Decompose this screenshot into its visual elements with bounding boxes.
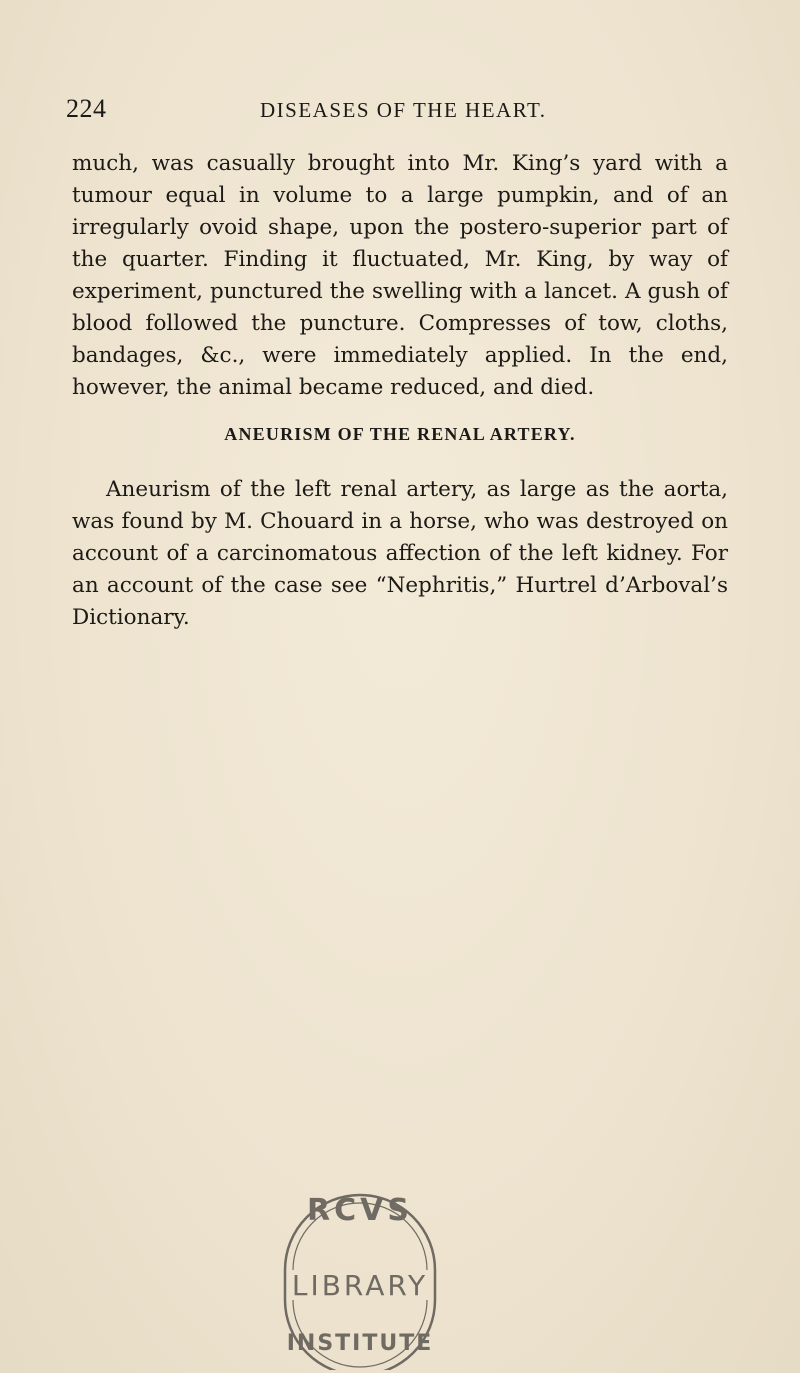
stamp-middle-text: LIBRARY bbox=[291, 1269, 429, 1302]
page-header bbox=[66, 94, 766, 134]
library-stamp-icon bbox=[245, 1150, 475, 1370]
stamp-bottom-text: INSTITUTE bbox=[286, 1331, 434, 1356]
section-heading: ANEURISM OF THE RENAL ARTERY. bbox=[224, 424, 576, 444]
page-number: 224 bbox=[66, 94, 107, 123]
paragraph-continued: much, was casually brought into Mr. King’s yard with a tumour equal in volume to a large pumpkin, and of an irregularly ovoid shape, upon the postero-superior part of the quarter. Finding it fluctuated, Mr. King, by way of experiment, punctured the swelling with a lancet. A gush of blood followed the puncture. Compresses of tow, cloths, bandages, &c., were immediately applied. In the end, however, the animal became reduced, and died. bbox=[72, 151, 728, 400]
stamp-top-text: RCVS bbox=[307, 1193, 413, 1228]
running-head: DISEASES OF THE HEART. bbox=[260, 98, 547, 122]
paragraph-renal-aneurism: Aneurism of the left renal artery, as large as the aorta, was found by M. Chouard in a horse, who was destroyed on account of a carcinomatous affection of the left kidney. For an account of the case see “Nephritis,” Hurtrel d’Arboval’s Dictionary. bbox=[72, 477, 728, 630]
